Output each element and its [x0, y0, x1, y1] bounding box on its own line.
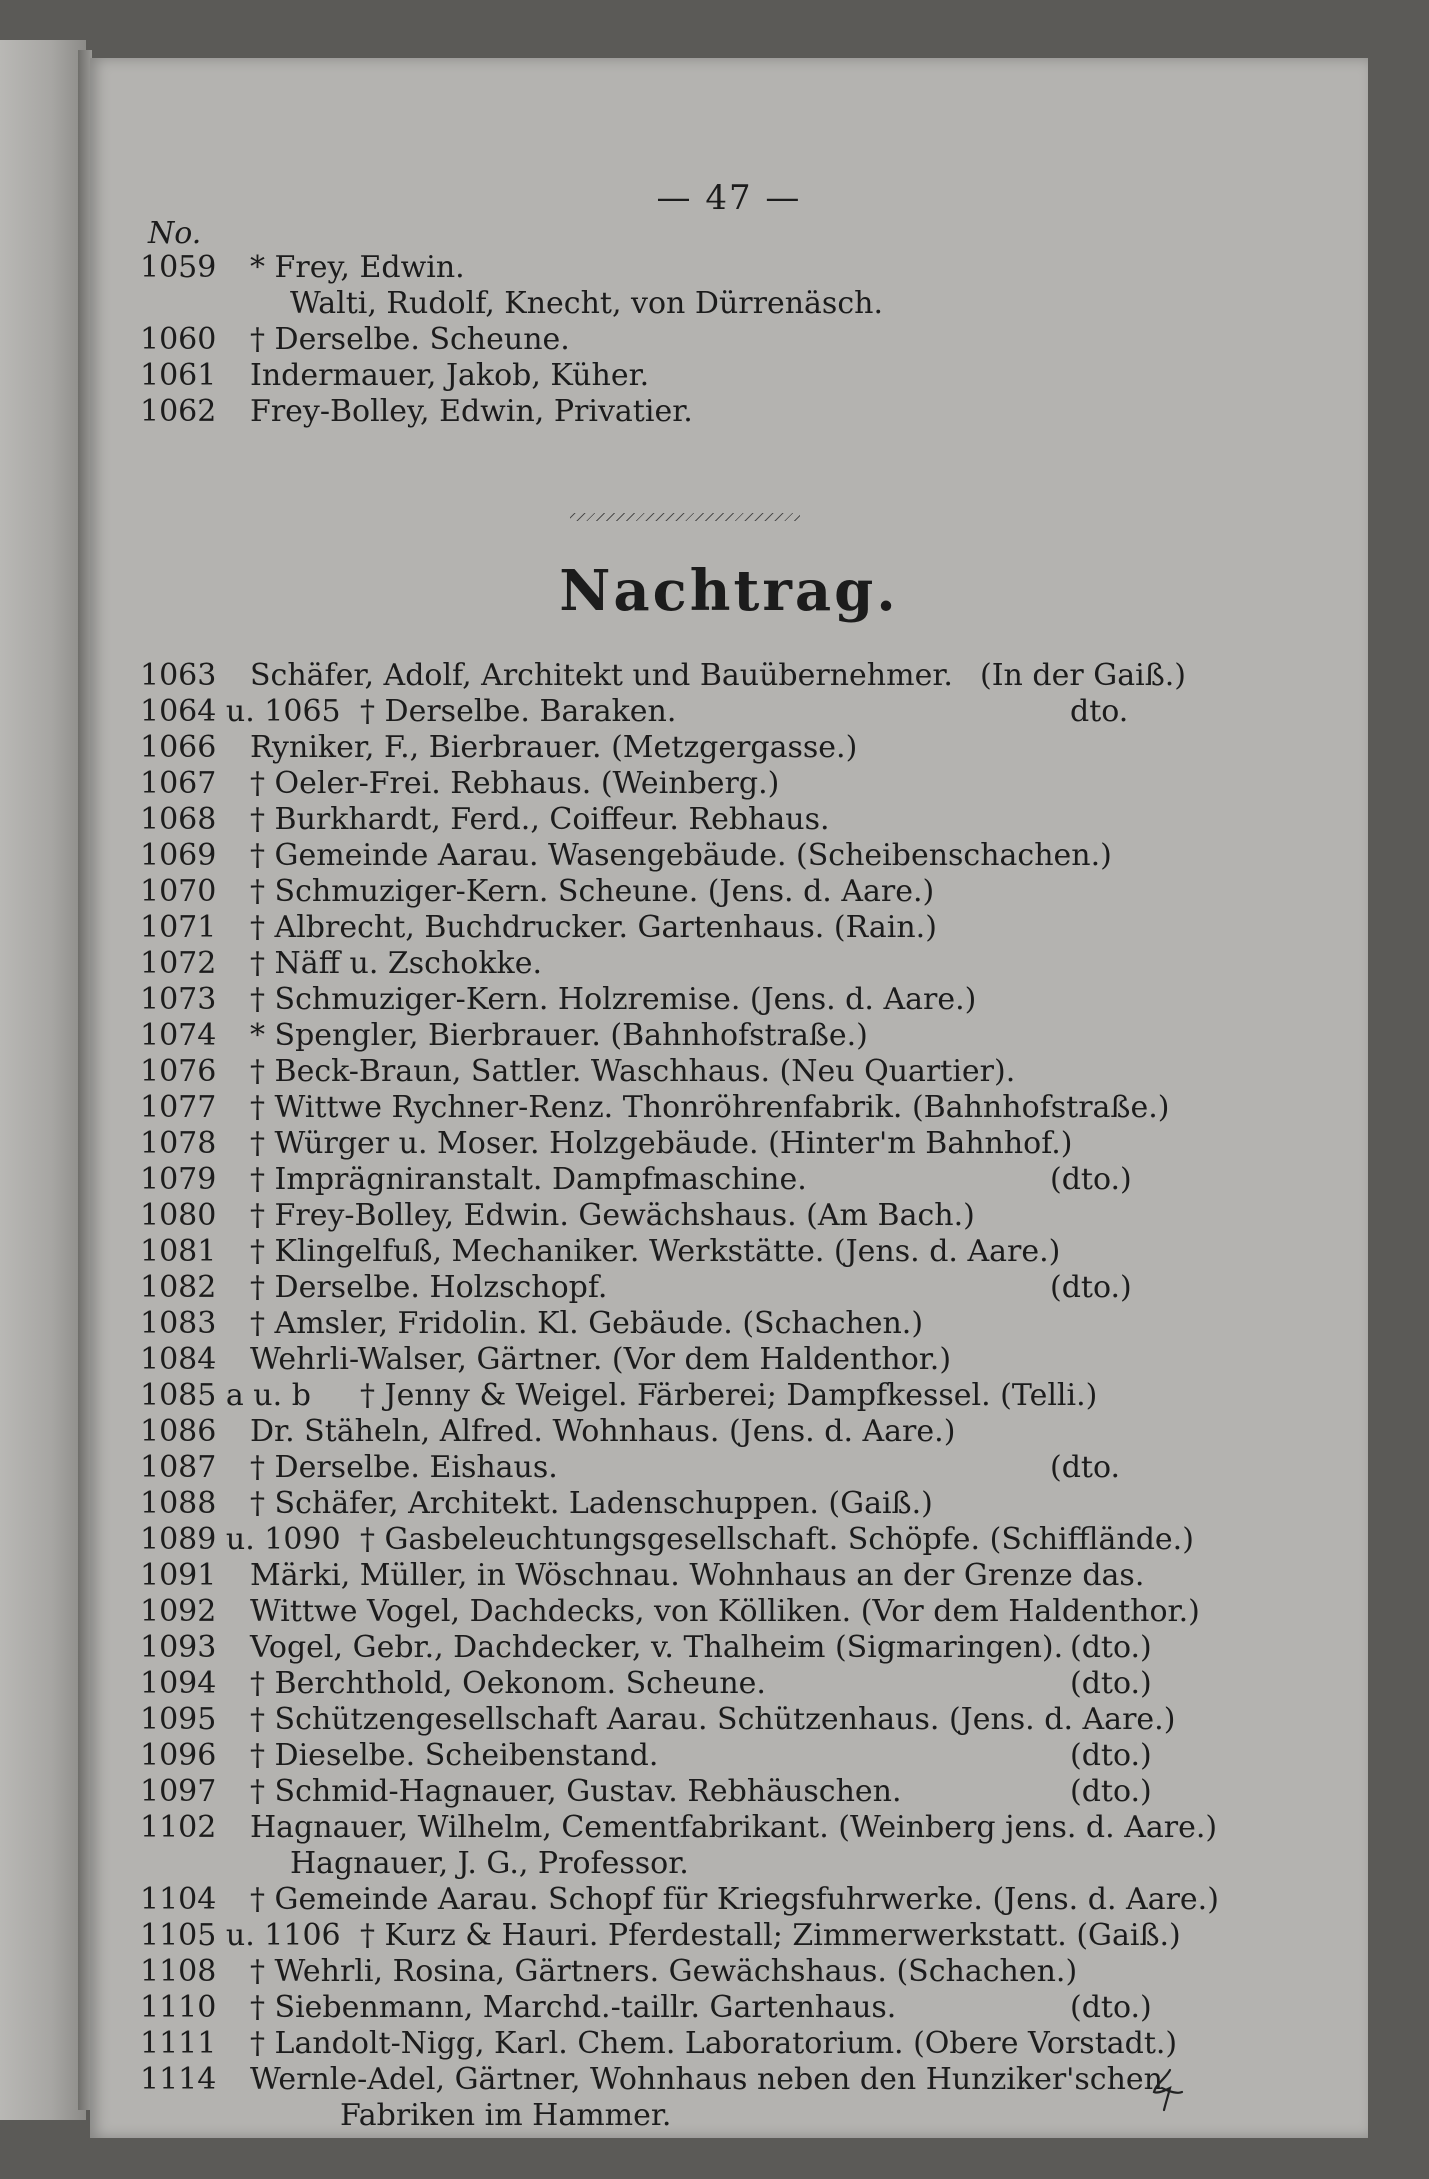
entry-text: † Schäfer, Architekt. Ladenschuppen. (Gaiß.)	[250, 1486, 933, 1521]
entry-number: 1104	[140, 1882, 217, 1917]
entry-text: Hagnauer, J. G., Professor.	[290, 1846, 689, 1881]
entry-text: † Dieselbe. Scheibenstand.	[250, 1738, 659, 1773]
entry-number: 1063	[140, 658, 217, 693]
entry-right-note: (dto.)	[1070, 1990, 1152, 2025]
entry-number: 1086	[140, 1414, 217, 1449]
entry-text: † Oeler-Frei. Rebhaus. (Weinberg.)	[250, 766, 780, 801]
entry-number: 1102	[140, 1810, 217, 1845]
entry-number: 1059	[140, 250, 217, 285]
entry-text: Indermauer, Jakob, Küher.	[250, 358, 650, 393]
entry-number: 1079	[140, 1162, 217, 1197]
entry-number: 1060	[140, 322, 217, 357]
entry-number: 1068	[140, 802, 217, 837]
entry-text: † Gemeinde Aarau. Schopf für Kriegsfuhrwerke. (Jens. d. Aare.)	[250, 1882, 1219, 1917]
entry-number: 1110	[140, 1990, 217, 2025]
entry-number: 1094	[140, 1666, 217, 1701]
entry-right-note: (dto.)	[1070, 1666, 1152, 1701]
entry-text: † Derselbe. Baraken.	[360, 694, 677, 729]
entry-number: 1093	[140, 1630, 217, 1665]
entry-text: † Derselbe. Eishaus.	[250, 1450, 558, 1485]
entry-number: 1074	[140, 1018, 217, 1053]
book-page	[90, 58, 1368, 2138]
entry-number: 1083	[140, 1306, 217, 1341]
entry-number: 1095	[140, 1702, 217, 1737]
entry-right-note: (dto.)	[1070, 1630, 1152, 1665]
entry-number: 1073	[140, 982, 217, 1017]
entry-number: 1081	[140, 1234, 217, 1269]
entry-number: 1072	[140, 946, 217, 981]
entry-text: † Schmuziger-Kern. Holzremise. (Jens. d. Aare.)	[250, 982, 977, 1017]
entry-number: 1089 u. 1090	[140, 1522, 341, 1557]
entry-text: † Derselbe. Holzschopf.	[250, 1270, 608, 1305]
entry-number: 1078	[140, 1126, 217, 1161]
entry-right-note: (dto.)	[1070, 1738, 1152, 1773]
entry-number: 1067	[140, 766, 217, 801]
left-page-edge	[0, 40, 86, 2120]
entry-number: 1108	[140, 1954, 217, 1989]
entry-right-note: dto.	[1070, 694, 1129, 729]
entry-text: † Albrecht, Buchdrucker. Gartenhaus. (Rain.)	[250, 910, 937, 945]
entry-number: 1064 u. 1065	[140, 694, 341, 729]
page-number: — 47 —	[656, 178, 802, 218]
entry-text: Schäfer, Adolf, Architekt und Bauübernehmer.	[250, 658, 953, 693]
entry-number: 1071	[140, 910, 217, 945]
entry-number: 1077	[140, 1090, 217, 1125]
entry-number: 1097	[140, 1774, 217, 1809]
entry-right-note: (dto.	[1050, 1450, 1121, 1485]
entry-number: 1082	[140, 1270, 217, 1305]
entry-number: 1092	[140, 1594, 217, 1629]
entry-text: † Amsler, Fridolin. Kl. Gebäude. (Schachen.)	[250, 1306, 924, 1341]
entry-text: † Gasbeleuchtungsgesellschaft. Schöpfe. (Schiffländе.)	[360, 1522, 1194, 1557]
entry-number: 1080	[140, 1198, 217, 1233]
handwritten-mark-icon	[1148, 2068, 1184, 2112]
entry-number: 1062	[140, 394, 217, 429]
entry-number: 1069	[140, 838, 217, 873]
entry-text: † Klingelfuß, Mechaniker. Werkstätte. (Jens. d. Aare.)	[250, 1234, 1061, 1269]
entry-right-note: (dto.)	[1070, 1774, 1152, 1809]
entry-text: Frey-Bolley, Edwin, Privatier.	[250, 394, 693, 429]
entry-number: 1105 u. 1106	[140, 1918, 341, 1953]
number-column-label: No.	[148, 216, 202, 251]
entry-number: 1096	[140, 1738, 217, 1773]
entry-number: 1061	[140, 358, 217, 393]
section-divider	[570, 513, 800, 521]
entry-text: † Würger u. Moser. Holzgebäude. (Hinter'm Bahnhof.)	[250, 1126, 1073, 1161]
entry-number: 1114	[140, 2062, 217, 2097]
entry-number: 1087	[140, 1450, 217, 1485]
entry-text: Wernle-Adel, Gärtner, Wohnhaus neben den Hunziker'schen	[250, 2062, 1164, 2097]
entry-number: 1076	[140, 1054, 217, 1089]
entry-text: † Schmid-Hagnauer, Gustav. Rebhäuschen.	[250, 1774, 902, 1809]
entry-number: 1070	[140, 874, 217, 909]
entry-text: Dr. Stäheln, Alfred. Wohnhaus. (Jens. d. Aare.)	[250, 1414, 956, 1449]
entry-text: † Siebenmann, Marchd.-taillr. Gartenhaus.	[250, 1990, 897, 2025]
entry-text: † Kurz & Hauri. Pferdestall; Zimmerwerkstatt. (Gaiß.)	[360, 1918, 1181, 1953]
entry-text: † Wehrli, Rosina, Gärtners. Gewächshaus. (Schachen.)	[250, 1954, 1078, 1989]
entry-right-note: (dto.)	[1050, 1162, 1132, 1197]
entry-text: † Gemeinde Aarau. Wasengebäude. (Scheibenschachen.)	[250, 838, 1112, 873]
entry-text: Walti, Rudolf, Knecht, von Dürrenäsch.	[290, 286, 883, 321]
entry-text: † Landolt-Nigg, Karl. Chem. Laboratorium. (Obere Vorstadt.)	[250, 2026, 1178, 2061]
entry-text: Ryniker, F., Bierbrauer. (Metzgergasse.)	[250, 730, 858, 765]
entry-right-note: (dto.)	[1050, 1270, 1132, 1305]
entry-text: † Jenny & Weigel. Färberei; Dampfkessel. (Telli.)	[360, 1378, 1098, 1413]
entry-text: † Beck-Braun, Sattler. Waschhaus. (Neu Quartier).	[250, 1054, 1016, 1089]
entry-text: Wehrli-Walser, Gärtner. (Vor dem Haldenthor.)	[250, 1342, 952, 1377]
entry-text: * Frey, Edwin.	[250, 250, 465, 285]
entry-text: † Näff u. Zschokke.	[250, 946, 542, 981]
entry-number: 1085 a u. b	[140, 1378, 311, 1413]
entry-text: † Berchthold, Oekonom. Scheune.	[250, 1666, 766, 1701]
entry-text: † Schmuziger-Kern. Scheune. (Jens. d. Aare.)	[250, 874, 935, 909]
entry-text: Vogel, Gebr., Dachdecker, v. Thalheim (Sigmaringen).	[250, 1630, 1064, 1665]
entry-number: 1091	[140, 1558, 217, 1593]
entry-text: † Schützengesellschaft Aarau. Schützenhaus. (Jens. d. Aare.)	[250, 1702, 1176, 1737]
entry-number: 1084	[140, 1342, 217, 1377]
entry-text: † Derselbe. Scheune.	[250, 322, 570, 357]
entry-text: Hagnauer, Wilhelm, Cementfabrikant. (Weinberg jens. d. Aare.)	[250, 1810, 1218, 1845]
entry-number: 1111	[140, 2026, 217, 2061]
entry-number: 1088	[140, 1486, 217, 1521]
entry-text: Märki, Müller, in Wöschnau. Wohnhaus an der Grenze das.	[250, 1558, 1145, 1593]
entry-text: † Wittwe Rychner-Renz. Thonröhrenfabrik. (Bahnhofstraße.)	[250, 1090, 1170, 1125]
entry-text: * Spengler, Bierbrauer. (Bahnhofstraße.)	[250, 1018, 868, 1053]
section-heading: Nachtrag.	[559, 558, 899, 624]
entry-text: Fabriken im Hammer.	[340, 2098, 672, 2133]
entry-right-note: (In der Gaiß.)	[980, 658, 1186, 693]
entry-text: † Imprägniranstalt. Dampfmaschine.	[250, 1162, 807, 1197]
entry-text: † Frey-Bolley, Edwin. Gewächshaus. (Am Bach.)	[250, 1198, 975, 1233]
entry-text: † Burkhardt, Ferd., Coiffeur. Rebhaus.	[250, 802, 830, 837]
entry-number: 1066	[140, 730, 217, 765]
entry-text: Wittwe Vogel, Dachdecks, von Kölliken. (Vor dem Haldenthor.)	[250, 1594, 1200, 1629]
